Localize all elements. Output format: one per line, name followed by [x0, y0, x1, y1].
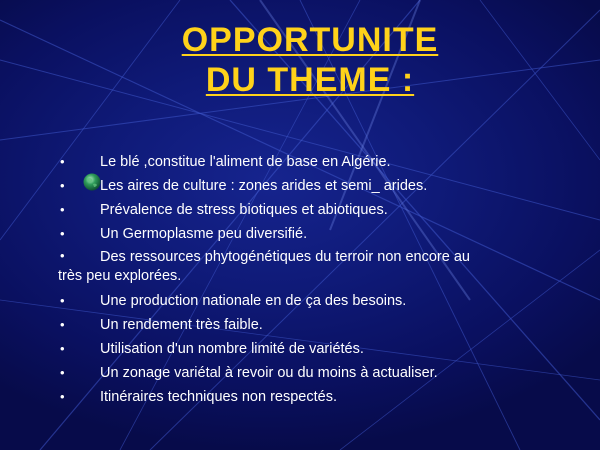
bullet-dot: • [60, 226, 65, 241]
list-item [58, 361, 538, 385]
bullet-text: Prévalence de stress biotiques et abiotiques. [100, 202, 388, 218]
bullet-text: Un rendement très faible. [100, 317, 263, 333]
bullet-list [58, 150, 538, 409]
slide-title [140, 20, 480, 100]
bullet-text: Utilisation d'un nombre limité de variétés. [100, 341, 364, 357]
bullet-dot: • [60, 365, 65, 380]
list-item [58, 174, 538, 198]
bullet-dot: • [60, 202, 65, 217]
bullet-text: Des ressources phytogénétiques du terroir non encore au [100, 249, 470, 265]
list-item [58, 222, 538, 246]
title-line-1: OPPORTUNITE [181, 21, 439, 59]
bullet-text-continuation: très peu explorées. [58, 268, 182, 284]
bullet-dot: • [60, 178, 65, 193]
bullet-dot: • [60, 389, 65, 404]
bullet-text: Un zonage variétal à revoir ou du moins à actualiser. [100, 365, 438, 381]
list-item [58, 385, 538, 409]
bullet-dot: • [60, 341, 65, 356]
list-item [58, 313, 538, 337]
bullet-dot: • [60, 317, 65, 332]
list-item [58, 337, 538, 361]
bullet-dot: • [60, 293, 65, 308]
list-item [58, 150, 538, 174]
bullet-dot: • [60, 248, 65, 263]
list-item [58, 289, 538, 313]
bullet-text: Une production nationale en de ça des besoins. [100, 293, 407, 309]
list-item [58, 198, 538, 222]
title-line-2: DU THEME : [205, 61, 415, 99]
bullet-text: Le blé ,constitue l'aliment de base en Algérie. [100, 154, 391, 170]
bullet-text: Les aires de culture : zones arides et semi_ arides. [100, 178, 428, 194]
bullet-dot: • [60, 154, 65, 169]
bullet-text: Itinéraires techniques non respectés. [100, 389, 337, 405]
list-item [58, 246, 538, 289]
bullet-text: Un Germoplasme peu diversifié. [100, 226, 308, 242]
